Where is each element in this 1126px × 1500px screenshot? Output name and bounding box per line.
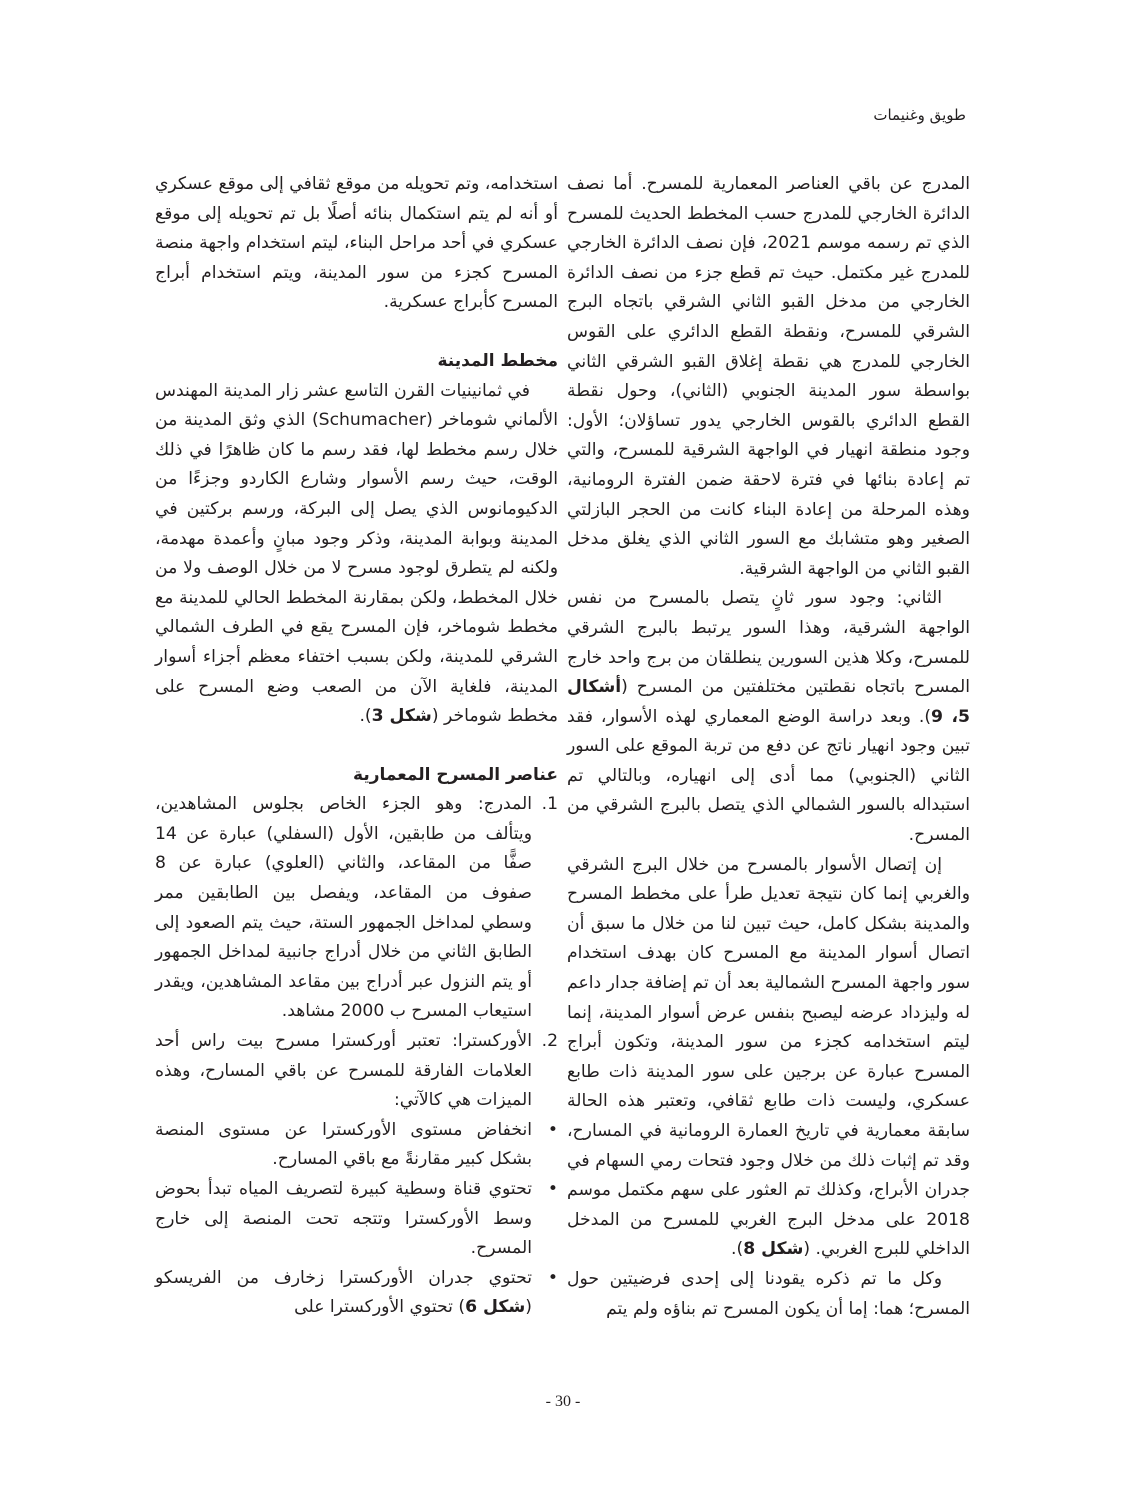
bullet-icon: • [547, 1119, 558, 1140]
paragraph-text: إن إتصال الأسوار بالمسرح من خلال البرج الشرقي والغربي إنما كان نتيجة تعديل طرأ على مخطط المسرح والمدينة بشكل كامل، حيث تبين لنا من خلال ما سبق أن اتصال أسوار المدينة مع المسرح كان بهدف استخدام سور واجهة المسرح الشمالية بعد أن تم إضافة جدار داعم له وليزداد عرضه ليصبح بنفس عرض أسوار المدينة، إنما ليتم استخدامه كجزء من سور المدينة، وتكون أبراج المسرح عبارة عن برجين على سور المدينة ذات طابع عسكري، وليست ذات طابع ثقافي، وتعتبر هذه الحالة سابقة معمارية في تاريخ العمارة الرومانية في المسارح، وقد تم إثبات ذلك من خلال وجود فتحات رمي السهام في جدران الأبراج، وكذلك تم العثور على سهم مكتمل موسم 2018 على مدخل البرج الغربي للمسرح من المدخل الداخلي للبرج الغربي. ( [567, 854, 970, 1260]
paragraph-text: ). [731, 1239, 744, 1260]
paragraph-text: ). [359, 706, 372, 727]
section-heading-city-plan: مخطط المدينة [437, 350, 558, 371]
bullet-text: انخفاض مستوى الأوركسترا عن مستوى المنصة بشكل كبير مقارنةً مع باقي المسارح. [155, 1119, 532, 1170]
figure-reference: أشكال 5، 9 [567, 677, 970, 727]
bullet-icon: • [547, 1267, 558, 1288]
section-heading-elements: عناصر المسرح المعمارية [353, 764, 558, 785]
list-item-text: الأوركسترا: تعتبر أوركسترا مسرح بيت راس أحد العلامات الفارقة للمسرح عن باقي المسارح، وهذه الميزات هي كالآتي: [155, 1031, 532, 1111]
figure-reference: شكل 6 [465, 1297, 526, 1318]
bullet-item [155, 1264, 558, 1323]
numbered-item [155, 790, 558, 1027]
bullet-icon: • [547, 1179, 558, 1199]
left-column [155, 170, 558, 1323]
paragraph: استخدامه، وتم تحويله من موقع ثقافي إلى موقع عسكري أو أنه لم يتم استكمال بنائه أصلًا بل تم تحويله إلى موقع عسكري في أحد مراحل البناء، ليتم استخدام واجهة منصة المسرح كجزء من سور المدينة، ويتم استخدام أبراج المسرح كأبراج عسكرية. [155, 174, 558, 313]
spacer [155, 732, 558, 761]
list-number: 2. [541, 1031, 558, 1052]
list-number: 1. [541, 794, 558, 815]
spacer [155, 318, 558, 347]
bullet-item [155, 1116, 558, 1175]
paragraph: وكل ما تم ذكره يقودنا إلى إحدى فرضيتين حول المسرح؛ هما: إما أن يكون المسرح تم بناؤه ولم يتم [567, 1268, 970, 1319]
bullet-item [155, 1175, 558, 1264]
paragraph [567, 851, 970, 1265]
paragraph [567, 584, 970, 850]
list-item-text: المدرج: وهو الجزء الخاص بجلوس المشاهدين، ويتألف من طابقين، الأول (السفلي) عبارة عن 14 صفًّا من المقاعد، والثاني (العلوي) عبارة عن 8 صفوف من المقاعد، ويفصل بين الطابقين ممر وسطي لمداخل الجمهور الستة، حيث يتم الصعود إلى الطابق الثاني من خلال أدراج جانبية لمداخل الجمهور أو يتم النزول عبر أدراج بين مقاعد المشاهدين، ويقدر استيعاب المسرح ب 2000 مشاهد. [155, 794, 532, 1022]
bullet-text: تحتوي جدران الأوركسترا زخارف من الفريسكو ( [155, 1267, 532, 1318]
page-number: - 30 - [545, 1393, 581, 1410]
bullet-text-wrapper [155, 1264, 532, 1323]
right-column [567, 170, 970, 1324]
paragraph-text: في ثمانينيات القرن التاسع عشر زار المدينة المهندس الألماني شوماخر (Schumacher) الذي وثق المدينة من خلال رسم مخطط لها، فقد رسم ما كان ظاهرًا في ذلك الوقت، حيث رسم الأسوار وشارع الكاردو وجزءًا من الدكيومانوس الذي يصل إلى البركة، ورسم بركتين في المدينة وبوابة المدينة، وذكر وجود مبانٍ وأعمدة مهدمة، ولكنه لم يتطرق لوجود مسرح لا من خلال الوصف ولا من خلال المخطط، ولكن بمقارنة المخطط الحالي للمدينة مع مخطط شوماخر، فإن المسرح يقع في الطرف الشمالي الشرقي للمدينة، ولكن بسبب اختفاء معظم أجزاء أسوار المدينة، فلغاية الآن من الصعب وضع المسرح على مخطط شوماخر ( [155, 380, 558, 727]
bullet-text: تحتوي قناة وسطية كبيرة لتصريف المياه تبدأ بحوض وسط الأوركسترا وتتجه تحت المنصة إلى خارج المسرح. [155, 1179, 532, 1259]
bullet-text: ) تحتوي الأوركسترا على [294, 1297, 466, 1318]
paragraph-text: ). وبعد دراسة الوضع المعماري لهذه الأسوار، فقد تبين وجود انهيار ناتج عن دفع من تربة الموقع على السور الثاني (الجنوبي) مما أدى إلى انهياره، وبالتالي تم استبداله بالسور الشمالي الذي يتصل بالبرج الشرقي من المسرح. [567, 706, 970, 846]
running-head: طويق وغنيمات [873, 106, 966, 124]
numbered-item [155, 1027, 558, 1116]
paragraph: المدرج عن باقي العناصر المعمارية للمسرح. أما نصف الدائرة الخارجي للمدرج حسب المخطط الحديث للمسرح الذي تم رسمه موسم 2021، فإن نصف الدائرة الخارجي للمدرج غير مكتمل. حيث تم قطع جزء من نصف الدائرة الخارجي من مدخل القبو الثاني الشرقي باتجاه البرج الشرقي للمسرح، ونقطة القطع الدائري على القوس الخارجي للمدرج هي نقطة إغلاق القبو الشرقي الثاني بواسطة سور المدينة الجنوبي (الثاني)، وحول نقطة القطع الدائري بالقوس الخارجي يدور تساؤلان؛ الأول: وجود منطقة انهيار في الواجهة الشرقية للمسرح، والتي تم إعادة بنائها في فترة لاحقة ضمن الفترة الرومانية، وهذه المرحلة من إعادة البناء كانت من الحجر البازلتي الصغير وهو متشابك مع السور الثاني الذي يغلق مدخل القبو الثاني من الواجهة الشرقية. [567, 174, 970, 579]
paragraph [155, 377, 558, 732]
paragraph-text: الثاني: وجود سور ثانٍ يتصل بالمسرح من نفس الواجهة الشرقية، وهذا السور يرتبط بالبرج الشرقي للمسرح، وكلا هذين السورين ينطلقان من برج واحد خارج المسرح باتجاه نقطتين مختلفتين من المسرح ( [567, 588, 970, 698]
figure-reference: شكل 3 [371, 706, 432, 727]
figure-reference: شكل 8 [743, 1239, 804, 1260]
